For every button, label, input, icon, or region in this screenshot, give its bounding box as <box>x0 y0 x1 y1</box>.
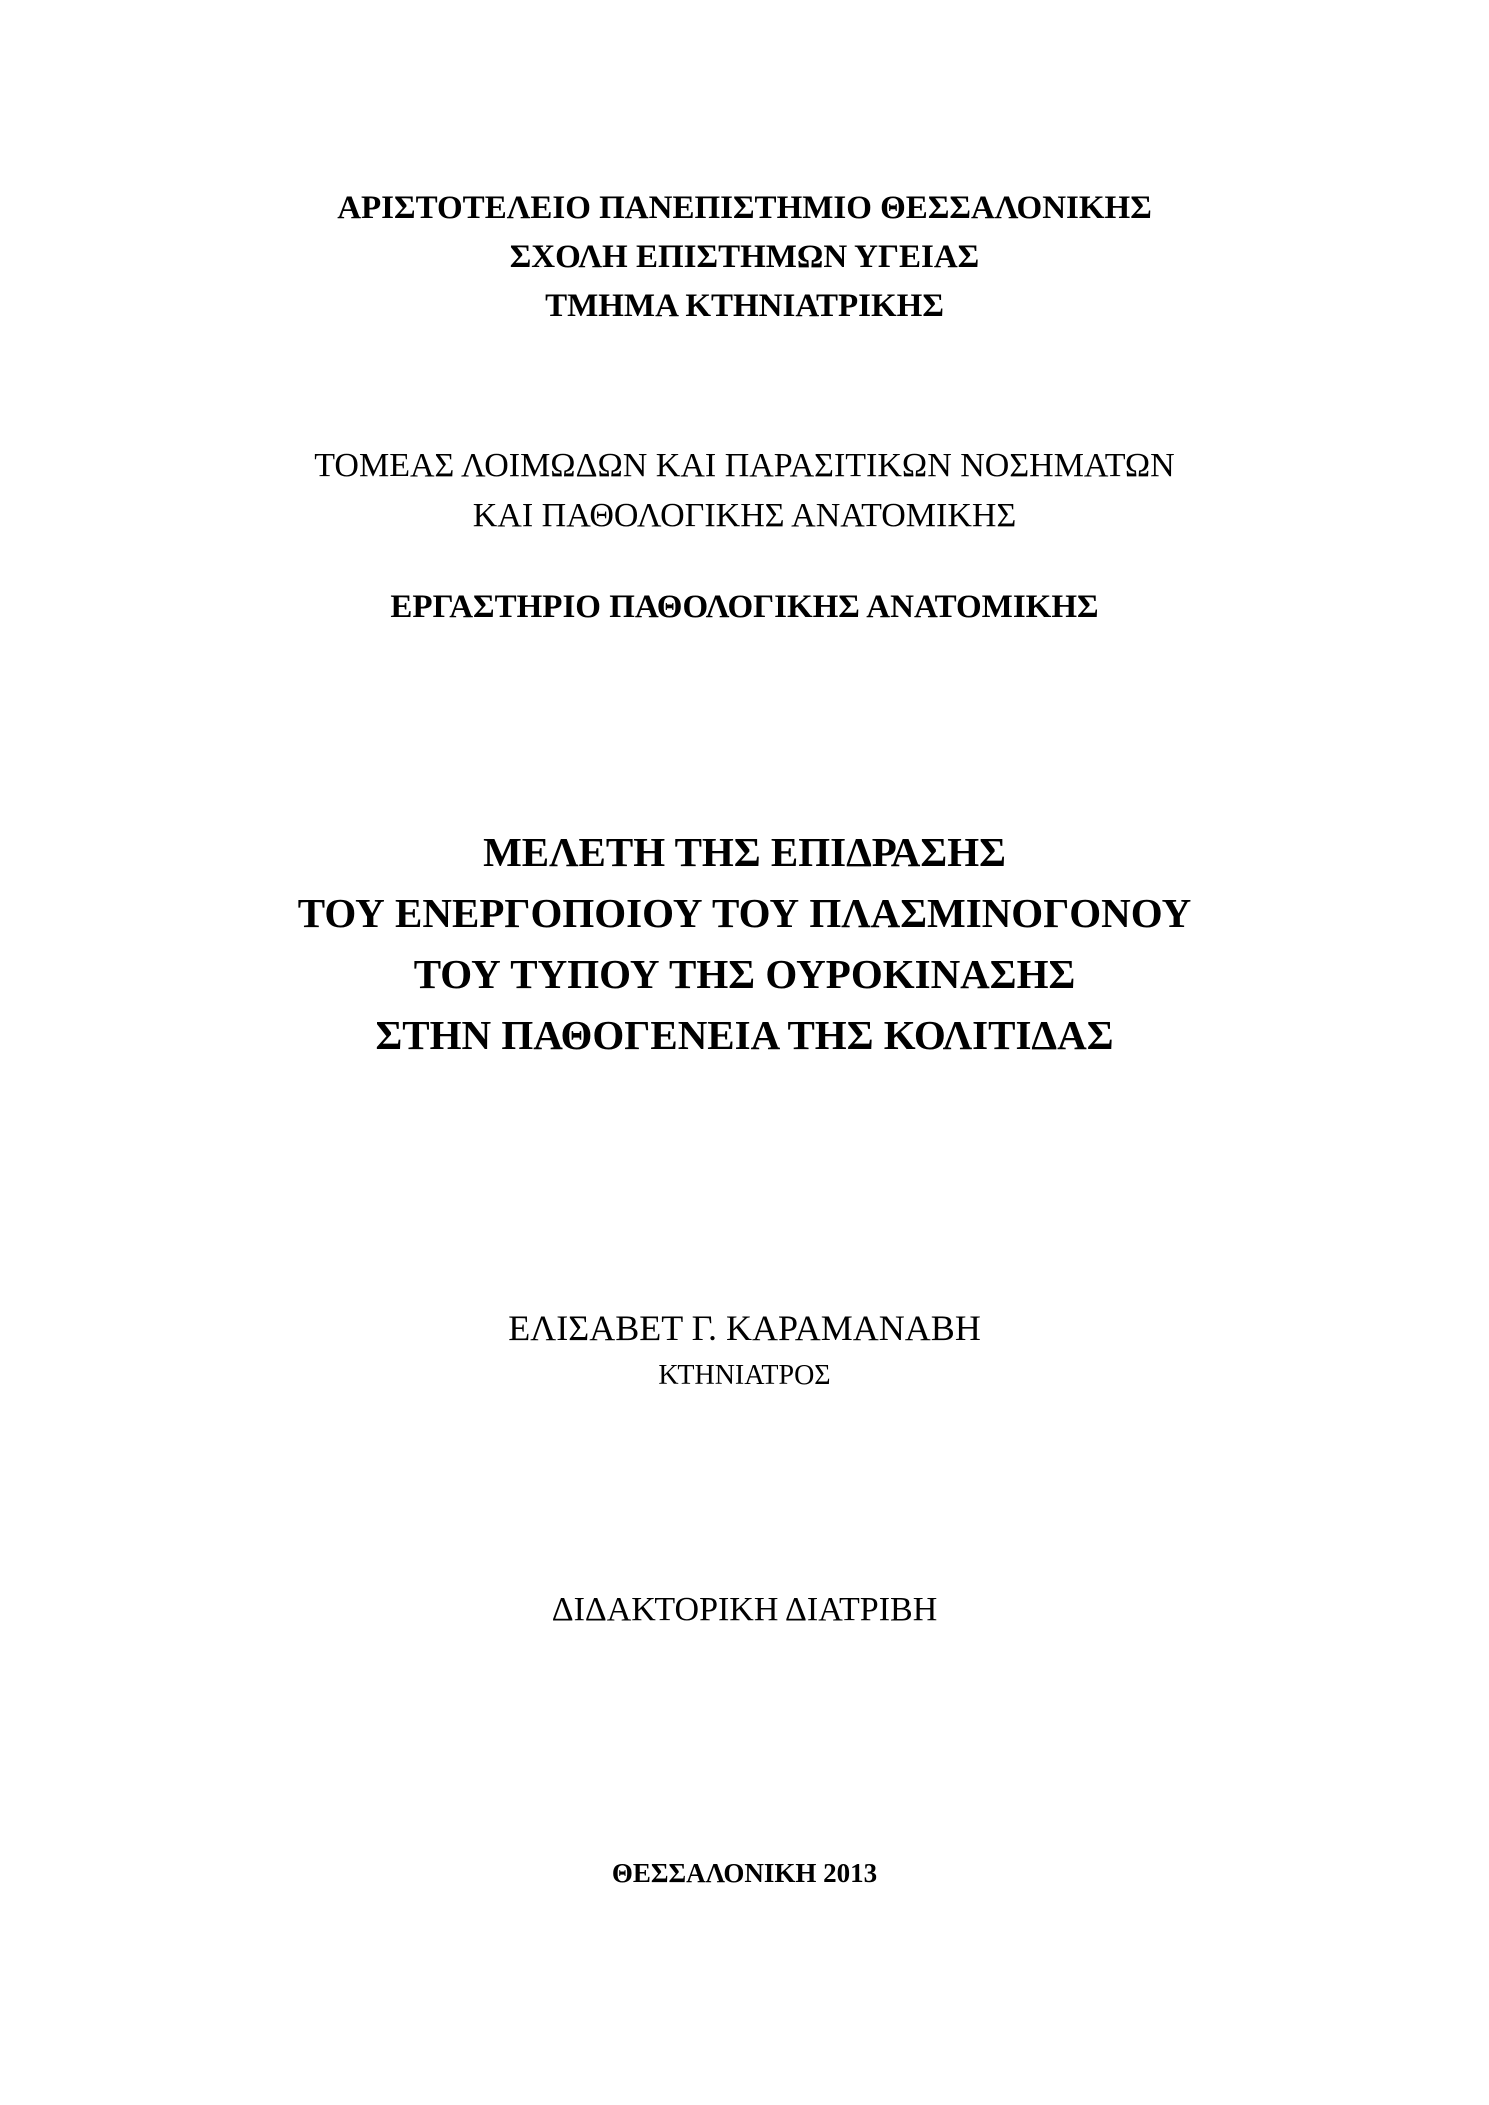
title-line-1: ΜΕΛΕΤΗ ΤΗΣ ΕΠΙΔΡΑΣΗΣ <box>483 829 1006 875</box>
title-line-4: ΣΤΗΝ ΠΑΘΟΓΕΝΕΙΑ ΤΗΣ ΚΟΛΙΤΙΔΑΣ <box>375 1012 1114 1058</box>
place-year-label: ΘΕΣΣΑΛΟΝΙΚΗ 2013 <box>611 1858 878 1888</box>
sector-line-1: ΤΟΜΕΑΣ ΛΟΙΜΩΔΩΝ ΚΑΙ ΠΑΡΑΣΙΤΙΚΩΝ ΝΟΣΗΜΑΤΩΝ <box>314 447 1175 484</box>
laboratory-header <box>0 585 1489 629</box>
author-profession: ΚΤΗΝΙΑΤΡΟΣ <box>658 1360 831 1391</box>
institution-header <box>0 184 1489 331</box>
sector-line-2: ΚΑΙ ΠΑΘΟΛΟΓΙΚΗΣ ΑΝΑΤΟΜΙΚΗΣ <box>472 497 1017 534</box>
title-line-3: ΤΟΥ ΤΥΠΟΥ ΤΗΣ ΟΥΡΟΚΙΝΑΣΗΣ <box>413 951 1076 997</box>
sector-header <box>0 441 1489 541</box>
place-and-year <box>0 1853 1489 1893</box>
thesis-type-label: ΔΙΔΑΚΤΟΡΙΚΗ ΔΙΑΤΡΙΒΗ <box>551 1591 938 1628</box>
laboratory-name: ΕΡΓΑΣΤΗΡΙΟ ΠΑΘΟΛΟΓΙΚΗΣ ΑΝΑΤΟΜΙΚΗΣ <box>390 589 1099 625</box>
thesis-title <box>0 822 1489 1066</box>
thesis-type <box>0 1588 1489 1632</box>
university-name: ΑΡΙΣΤΟΤΕΛΕΙΟ ΠΑΝΕΠΙΣΤΗΜΙΟ ΘΕΣΣΑΛΟΝΙΚΗΣ <box>337 190 1152 226</box>
school-name: ΣΧΟΛΗ ΕΠΙΣΤΗΜΩΝ ΥΓΕΙΑΣ <box>509 239 980 275</box>
author-block <box>0 1303 1489 1398</box>
title-line-2: ΤΟΥ ΕΝΕΡΓΟΠΟΙΟΥ ΤΟΥ ΠΛΑΣΜΙΝΟΓΟΝΟΥ <box>297 890 1192 936</box>
department-name: ΤΜΗΜΑ ΚΤΗΝΙΑΤΡΙΚΗΣ <box>545 288 944 324</box>
author-name: ΕΛΙΣΑΒΕΤ Γ. ΚΑΡΑΜΑΝΑΒΗ <box>508 1308 981 1348</box>
